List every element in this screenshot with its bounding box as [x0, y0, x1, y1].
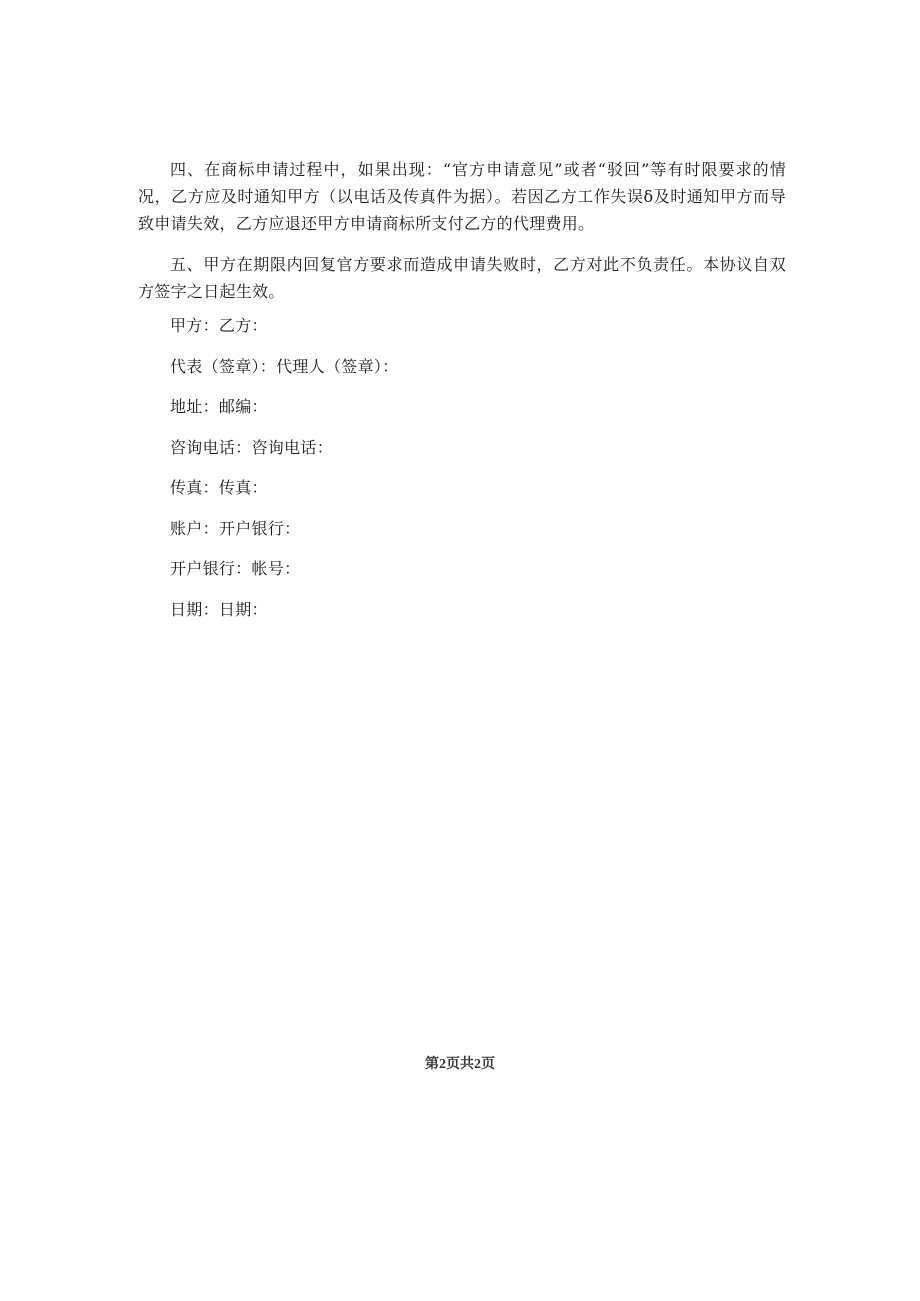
page-number: 第2页共2页: [425, 1057, 495, 1072]
signature-phone: 咨询电话：咨询电话：: [170, 437, 334, 457]
signature-block: [170, 312, 770, 636]
signature-bank: 开户银行：帐号：: [170, 559, 301, 578]
signature-date: 日期：日期：: [170, 599, 268, 619]
clause-five: 五、甲方在期限内回复官方要求而造成申请失败时，乙方对此不负责任。本协议自双方签字之日起生效。: [138, 255, 786, 301]
clause-four: 四、在商标申请过程中，如果出现：“官方申请意见”或者“驳回”等有时限要求的情况，乙方应及时通知甲方（以电话及传真件为据）。若因乙方工作失误δ及时通知甲方而导致申请失效，乙方应退还甲方申请商标所支付乙方的代理费用。: [138, 160, 786, 233]
signature-representative: 代表（签章）：代理人（签章）：: [170, 356, 399, 376]
signature-parties: 甲方：乙方：: [170, 316, 268, 335]
signature-fax: 传真：传真：: [170, 478, 268, 497]
signature-account: 账户：开户银行：: [170, 518, 301, 538]
signature-address: 地址：邮编：: [170, 397, 268, 416]
agreement-clauses: [138, 156, 786, 319]
